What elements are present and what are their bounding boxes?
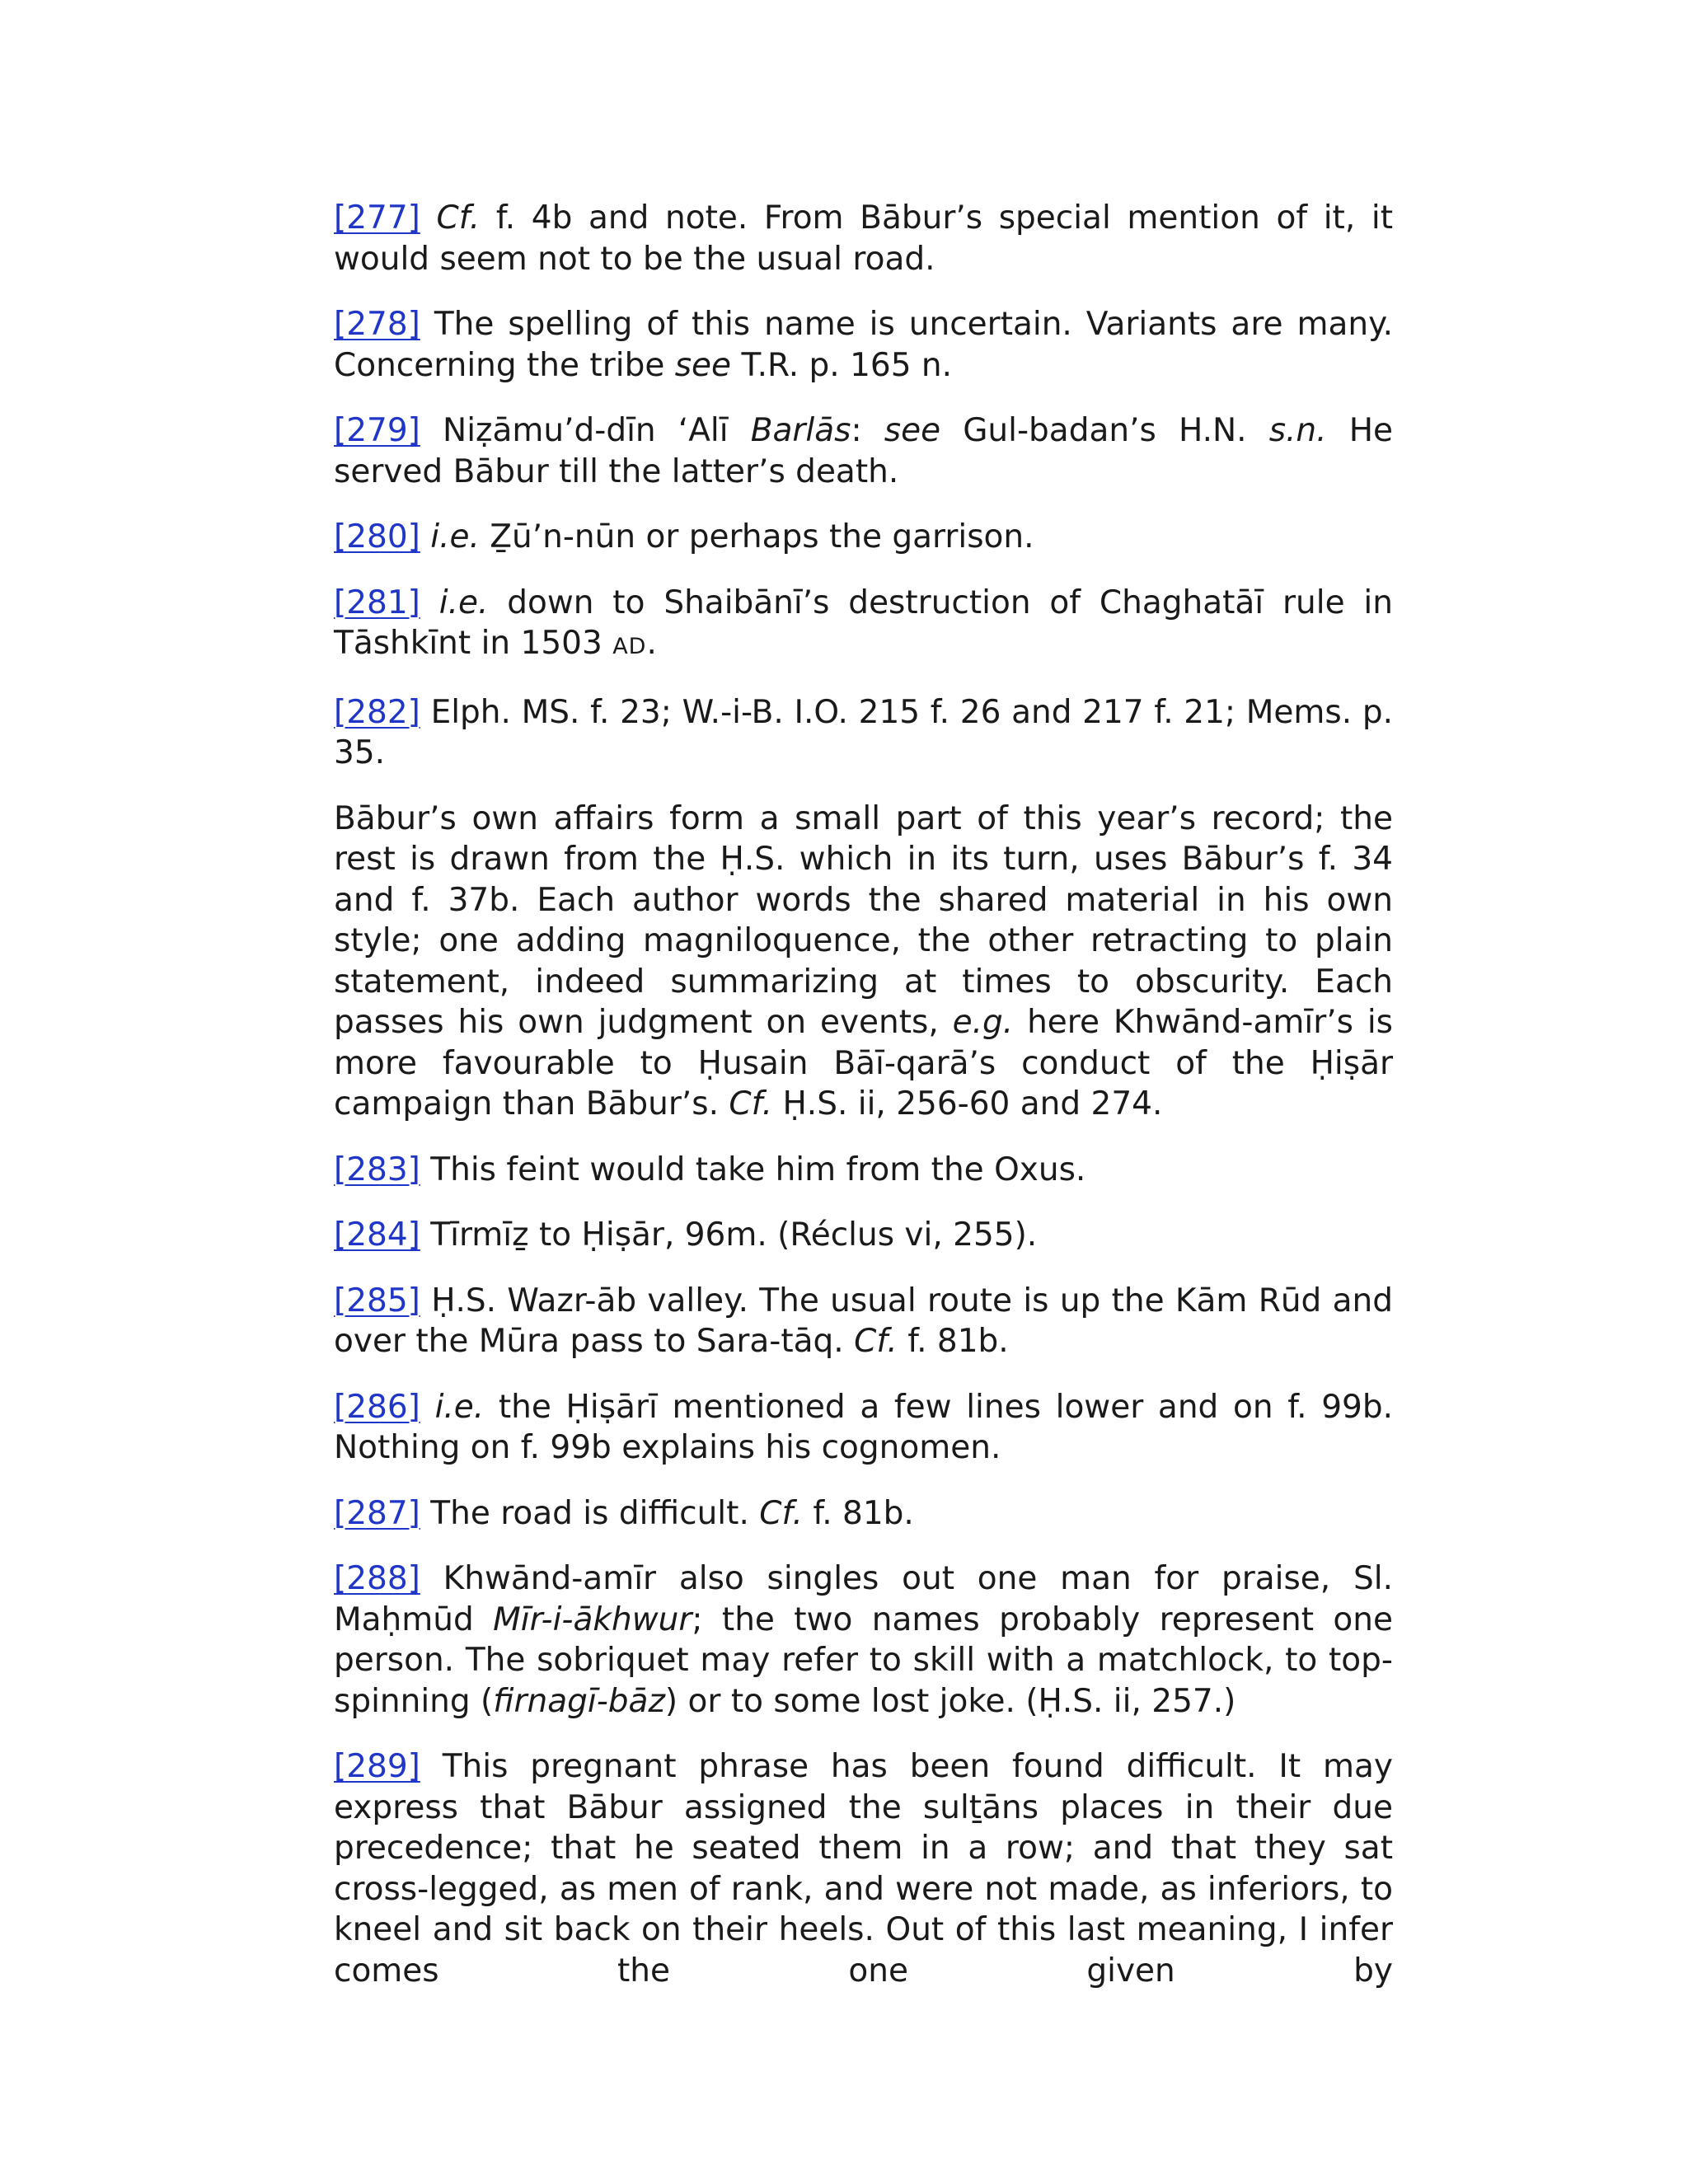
footnote-ref-link-287[interactable]: [287] [334,1494,420,1532]
note-text: Khwānd-amīr also singles out one man for praise, Sl. Maḥmūd [334,1560,1393,1638]
note-text: : [851,412,884,449]
smallcaps-text: AD [612,634,647,659]
note-text: f. 81b. [897,1323,1009,1360]
note-text: This pregnant phrase has been found difficult. It may express that Bābur assigned the sulṯāns places in their due precedence; that he seated them in a row; and that they sat cross-legged, as men of rank, and were not made, as inferiors, to kneel and sit back on their heels. Out of this last meaning, I infer comes the one given by [334,1748,1393,1990]
italic-text: Cf. [729,1085,773,1122]
footnote-ref-link-282[interactable]: [282] [334,693,420,731]
footnote-283 [334,1150,1393,1191]
note-text: Ḥ.S. ii, 256-60 and 274. [772,1085,1163,1122]
footnote-284 [334,1215,1393,1256]
note-text: Gul-badan’s H.N. [940,412,1269,449]
note-text: Ẕū’n-nūn or perhaps the garrison. [479,518,1034,555]
note-text: Tīrmīẕ to Ḥiṣār, 96m. (Réclus vi, 255). [430,1216,1038,1254]
note-text: T.R. p. 165 n. [731,346,953,384]
note-text: ; the two names probably represent one person. The sobriquet may refer to skill with a matchlock, to top-spinning ( [334,1601,1393,1720]
footnote-288 [334,1558,1393,1722]
italic-text: Barlās [750,412,851,449]
note-text: The spelling of this name is uncertain. Variants are many. Concerning the tribe [334,306,1393,384]
note-text: Bābur’s own affairs form a small part of this year’s record; the rest is drawn from the Ḥ.S. which in its turn, uses Bābur’s f. 34 and f. 37b. Each author words the shared material in his own style; one adding magniloquence, the other retracting to plain statement, indeed summarizing at times to obscurity. Each passes his own judgment on events, [334,799,1393,1041]
footnote-279 [334,410,1393,492]
note-text: ) or to some lost joke. (Ḥ.S. ii, 257.) [664,1682,1236,1720]
italic-text: e.g. [952,1004,1014,1041]
note-text: the Ḥiṣārī mentioned a few lines lower and on f. 99b. Nothing on f. 99b explains his cognomen. [334,1388,1393,1466]
footnote-ref-link-285[interactable]: [285] [334,1282,420,1319]
footnote-286 [334,1387,1393,1469]
footnote-ref-link-283[interactable]: [283] [334,1151,420,1188]
note-text: here Khwānd-amīr’s is more favourable to Ḥusain Bāī-qarā’s conduct of the Ḥiṣār campaign than Bābur’s. [334,1004,1393,1122]
footnotes-page [334,198,1393,2016]
footnote-ref-link-280[interactable]: [280] [334,518,420,555]
footnote-289 [334,1746,1393,1991]
italic-text: i.e. [438,583,489,621]
footnote-277 [334,198,1393,279]
note-text: This feint would take him from the Oxus. [430,1151,1086,1188]
italic-text: Cf. [759,1494,803,1532]
footnote-ref-link-279[interactable]: [279] [334,412,420,449]
commentary-paragraph [334,799,1393,1125]
footnote-ref-link-278[interactable]: [278] [334,306,420,343]
note-text: Elph. MS. f. 23; W.-i-B. I.O. 215 f. 26 and 217 f. 21; Mems. p. 35. [334,693,1393,771]
italic-text: i.e. [434,1388,485,1426]
note-text: . [646,625,657,662]
italic-text: Mīr-i-ākhwur [493,1601,692,1638]
italic-text: see [674,346,732,384]
footnotes-group-2 [334,1150,1393,1992]
note-text: Ḥ.S. Wazr-āb valley. The usual route is up the Kām Rūd and over the Mūra pass to Sara-tāq. [334,1282,1393,1360]
italic-text: Cf. [436,199,481,237]
footnote-287 [334,1493,1393,1535]
footnote-ref-link-288[interactable]: [288] [334,1560,420,1597]
italic-text: Cf. [854,1323,898,1360]
footnote-ref-link-289[interactable]: [289] [334,1748,420,1785]
footnote-278 [334,304,1393,386]
footnotes-group-1 [334,198,1393,774]
italic-text: firnagī-bāz [493,1682,665,1720]
note-text: The road is difficult. [430,1494,760,1532]
italic-text: s.n. [1268,412,1327,449]
footnote-ref-link-281[interactable]: [281] [334,583,420,621]
footnote-280 [334,517,1393,558]
note-text: f. 81b. [802,1494,914,1532]
note-text: He served Bābur till the latter’s death. [334,412,1394,490]
footnote-ref-link-286[interactable]: [286] [334,1388,420,1426]
italic-text: see [884,412,941,449]
note-text: down to Shaibānī’s destruction of Chaghatāī rule in Tāshkīnt in 1503 [334,583,1393,662]
note-text: f. 4b and note. From Bābur’s special mention of it, it would seem not to be the usual road. [334,199,1394,278]
footnote-282 [334,692,1393,774]
footnote-ref-link-284[interactable]: [284] [334,1216,420,1254]
italic-text: i.e. [430,518,480,555]
footnote-285 [334,1281,1393,1362]
footnote-ref-link-277[interactable]: [277] [334,199,420,237]
note-text: Niẓāmu’d-dīn ‘Alī [443,412,751,449]
footnote-281 [334,583,1393,668]
